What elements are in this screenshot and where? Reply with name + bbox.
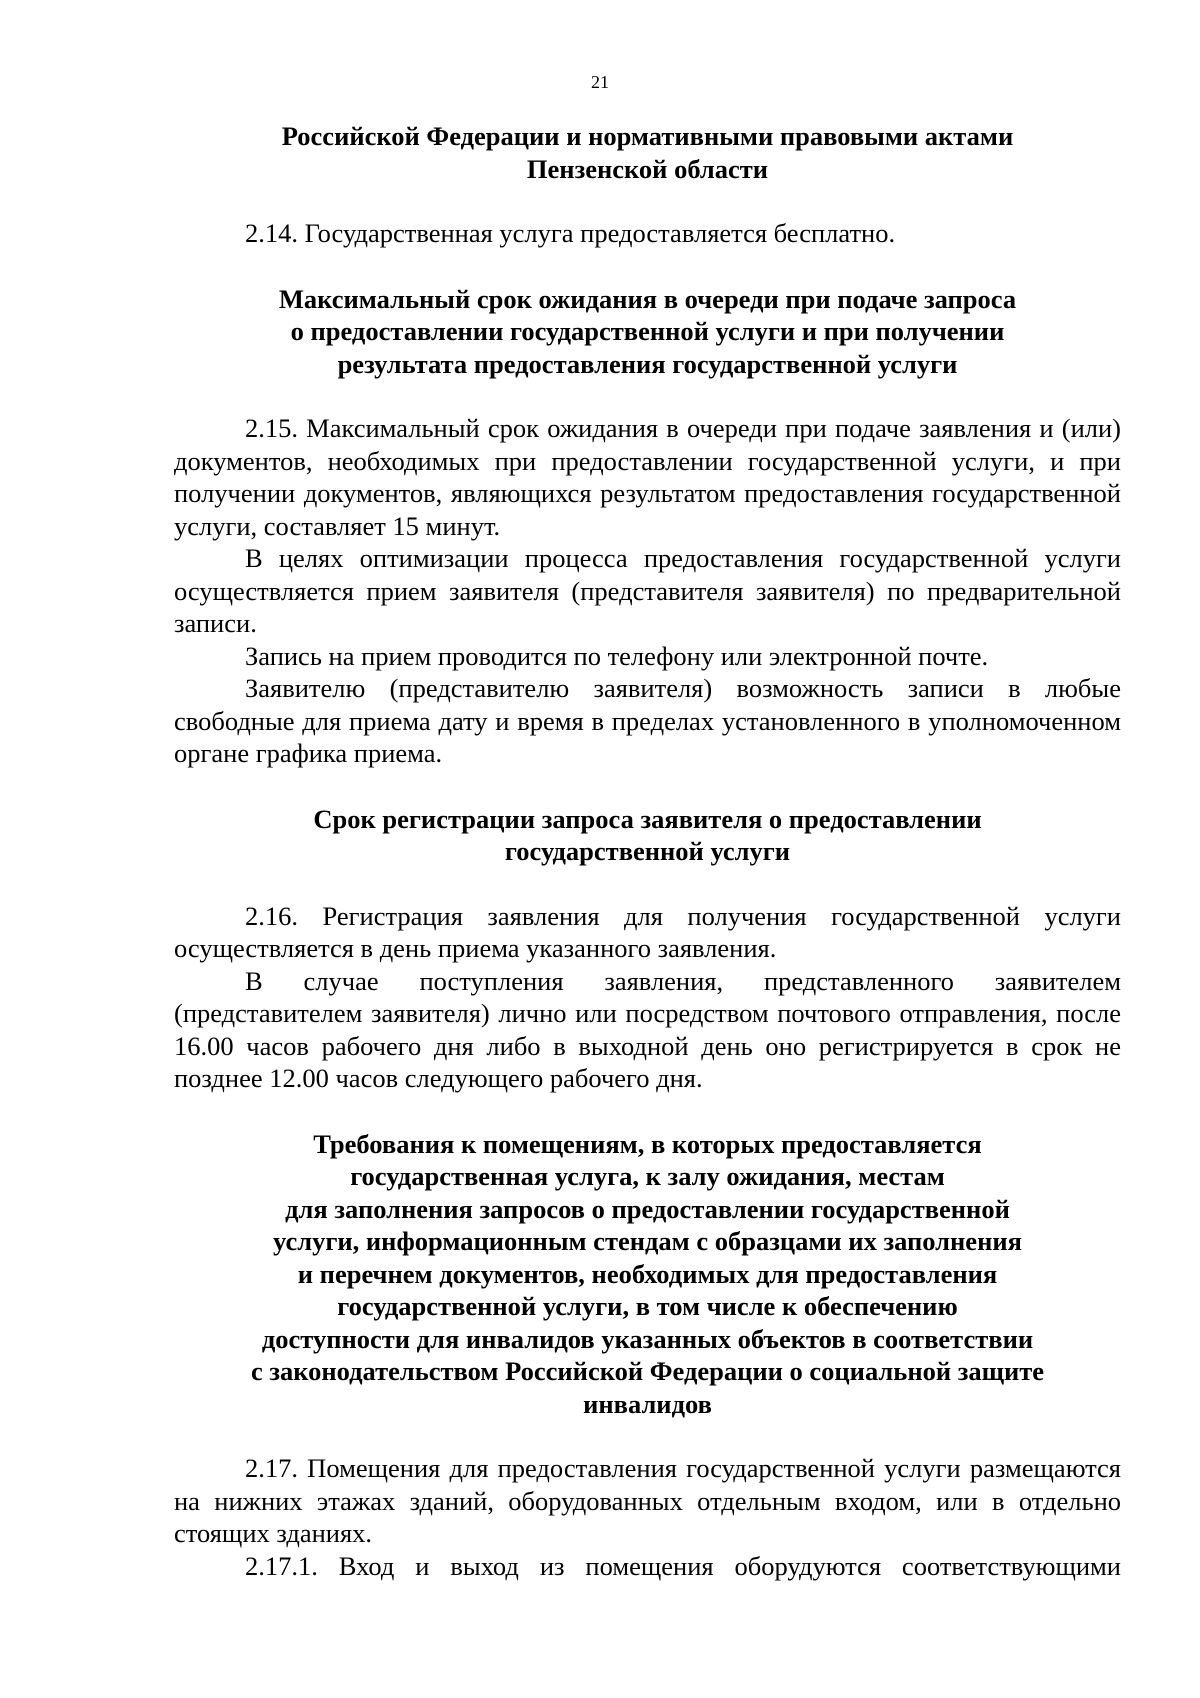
heading-line: доступности для инвалидов указанных объектов в соответствии — [261, 1323, 1034, 1354]
page-number: 21 — [591, 72, 609, 92]
heading-max-wait-time — [174, 283, 1121, 381]
paragraph-2-14: 2.14. Государственная услуга предоставляется бесплатно. — [245, 218, 896, 248]
document-body — [174, 120, 1121, 1582]
heading-line: о предоставлении государственной услуги и при получении — [290, 316, 1005, 346]
heading-line: Требования к помещениям, в которых предоставляется — [313, 1128, 982, 1159]
heading-line: инвалидов — [583, 1388, 712, 1419]
heading-line: результата предоставления государственной услуги — [337, 348, 958, 379]
heading-continuation — [174, 120, 1121, 185]
heading-registration-term — [174, 803, 1121, 868]
heading-line: Пензенской области — [526, 153, 769, 184]
paragraph-2-17: 2.17. Помещения для предоставления государственной услуги размещаются на нижних этажах зданий, оборудованных отдельным входом, или в отдельно стоящих зданиях. — [174, 1453, 1121, 1548]
heading-line: Срок регистрации запроса заявителя о предоставлении — [313, 803, 982, 834]
paragraph-2-15-optimization: В целях оптимизации процесса предоставления государственной услуги осуществляется прием заявителя (представителя заявителя) по предварительной записи. — [174, 543, 1121, 638]
heading-line: для заполнения запросов о предоставлении государственной — [285, 1193, 1010, 1224]
heading-line: Российской Федерации и нормативными правовыми актами — [281, 121, 1014, 151]
heading-line: государственная услуга, к залу ожидания, местам — [350, 1161, 945, 1191]
heading-line: услуги, информационным стендам с образцами их заполнения — [273, 1226, 1022, 1256]
heading-line: и перечнем документов, необходимых для предоставления — [297, 1258, 998, 1289]
heading-line: государственной услуги, в том числе к обеспечению — [337, 1291, 958, 1321]
paragraph-2-15: 2.15. Максимальный срок ожидания в очереди при подаче заявления и (или) документов, необходимых при предоставлении государственной услуги, и при получении документов, являющихся результатом предоставления государственной услуги, составляет 15 минут. — [174, 413, 1121, 541]
paragraph-2-16-mail: В случае поступления заявления, представленного заявителем (представителем заявителя) лично или посредством почтового отправления, после 16.00 часов рабочего дня либо в выходной день оно регистрируется в срок не позднее 12.00 часов следующего рабочего дня. — [174, 965, 1121, 1093]
heading-line: Максимальный срок ожидания в очереди при подаче запроса — [278, 283, 1017, 314]
paragraph-2-16: 2.16. Регистрация заявления для получения государственной услуги осуществляется в день приема указанного заявления. — [174, 900, 1121, 963]
paragraph-2-17-1: 2.17.1. Вход и выход из помещения оборудуются соответствующими — [245, 1550, 1121, 1581]
heading-premises-requirements — [174, 1128, 1121, 1421]
paragraph-2-15-appointment: Запись на прием проводится по телефону или электронной почте. — [245, 640, 989, 671]
heading-line: с законодательством Российской Федерации о социальной защите — [250, 1356, 1045, 1386]
paragraph-2-15-free-slots: Заявителю (представителю заявителя) возможность записи в любые свободные для приема дату и время в пределах установленного в уполномоченном органе графика приема. — [174, 673, 1121, 768]
heading-line: государственной услуги — [504, 836, 791, 866]
